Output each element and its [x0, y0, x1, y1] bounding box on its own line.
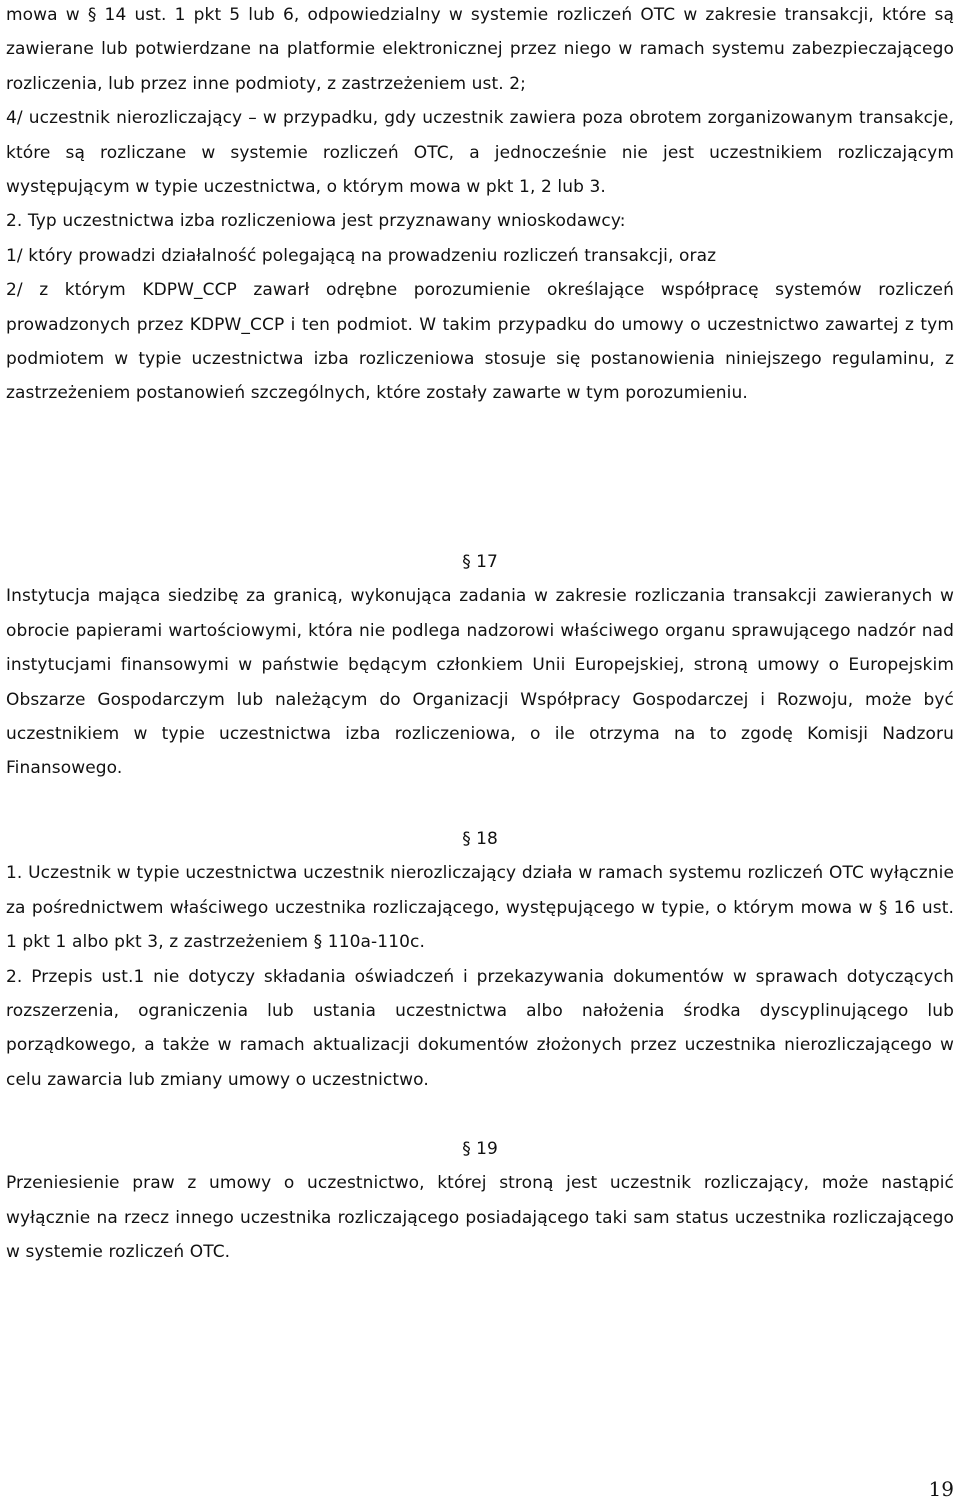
paragraph-item-2: 2/ z którym KDPW_CCP zawarł odrębne porozumienie określające współpracę systemów rozliczeń prowadzonych przez KDPW_CCP i ten podmiot. W takim przypadku do umowy o uczestnictwo zawartej z tym podmiotem w typie uczestnictwa izba rozliczeniowa stosuje się postanowienia niniejszego regulaminu, z zastrzeżeniem postanowień szczególnych, które zostały zawarte w tym porozumieniu. — [6, 280, 954, 404]
section-19 — [6, 1132, 954, 1270]
section-17 — [6, 545, 954, 786]
paragraph-17: Instytucja mająca siedzibę za granicą, wykonująca zadania w zakresie rozliczania transakcji zawieranych w obrocie papierami wartościowymi, która nie podlega nadzorowi właściwego organu sprawującego nadzór nad instytucjami finansowymi w państwie będącym członkiem Unii Europejskiej, stroną umowy o Europejskim Obszarze Gospodarczym lub należącym do Organizacji Współpracy Gospodarczej i Rozwoju, może być uczestnikiem w typie uczestnictwa izba rozliczeniowa, o ile otrzyma na to zgodę Komisji Nadzoru Finansowego. — [6, 586, 954, 779]
paragraph-item-4: 4/ uczestnik nierozliczający – w przypadku, gdy uczestnik zawiera poza obrotem zorganizowanym transakcje, które są rozliczane w systemie rozliczeń OTC, a jednocześnie nie jest uczestnikiem rozliczającym występującym w typie uczestnictwa, o którym mowa w pkt 1, 2 lub 3. — [6, 108, 954, 198]
section-continuation — [6, 0, 954, 411]
section-heading-17: § 17 — [462, 552, 498, 572]
section-heading-19: § 19 — [462, 1139, 498, 1159]
section-heading-18: § 18 — [462, 829, 498, 849]
paragraph-19: Przeniesienie praw z umowy o uczestnictwo, której stroną jest uczestnik rozliczający, może nastąpić wyłącznie na rzecz innego uczestnika rozliczającego posiadającego taki sam status uczestnika rozliczającego w systemie rozliczeń OTC. — [6, 1173, 954, 1263]
page-number: 19 — [928, 1477, 954, 1501]
paragraph-continuation: mowa w § 14 ust. 1 pkt 5 lub 6, odpowiedzialny w systemie rozliczeń OTC w zakresie transakcji, które są zawierane lub potwierdzane na platformie elektronicznej przez niego w ramach systemu zabezpieczającego rozliczenia, lub przez inne podmioty, z zastrzeżeniem ust. 2; — [6, 5, 954, 94]
section-18 — [6, 822, 954, 1097]
paragraph-ust-2: 2. Typ uczestnictwa izba rozliczeniowa jest przyznawany wnioskodawcy: — [6, 211, 626, 232]
paragraph-18-2: 2. Przepis ust.1 nie dotyczy składania oświadczeń i przekazywania dokumentów w sprawach dotyczących rozszerzenia, ograniczenia lub ustania uczestnictwa albo nałożenia środka dyscyplinującego lub porządkowego, a także w ramach aktualizacji dokumentów złożonych przez uczestnika nierozliczającego w celu zawarcia lub zmiany umowy o uczestnictwo. — [6, 966, 954, 1090]
paragraph-item-1: 1/ który prowadzi działalność polegającą na prowadzeniu rozliczeń transakcji, oraz — [6, 245, 717, 266]
paragraph-18-1: 1. Uczestnik w typie uczestnictwa uczestnik nierozliczający działa w ramach systemu rozliczeń OTC wyłącznie za pośrednictwem właściwego uczestnika rozliczającego, występującego w typie, o którym mowa w § 16 ust. 1 pkt 1 albo pkt 3, z zastrzeżeniem § 110a-110c. — [6, 863, 954, 953]
